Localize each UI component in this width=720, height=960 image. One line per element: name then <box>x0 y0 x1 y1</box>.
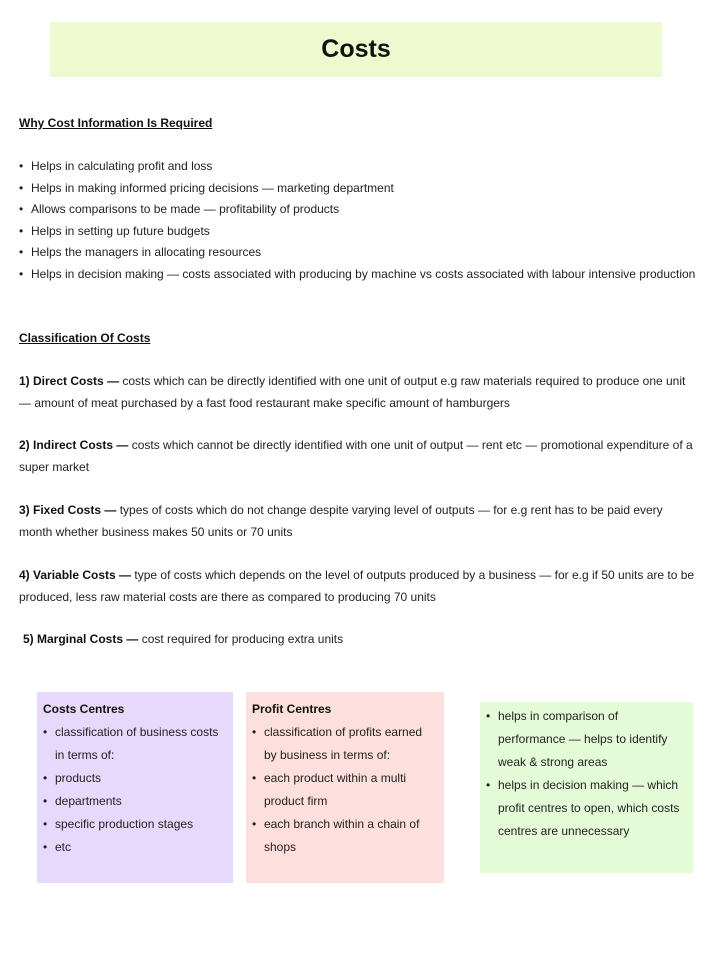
costs-centres-list <box>43 721 225 859</box>
list-item: • Allows comparisons to be made — profitability of products <box>19 199 699 221</box>
list-item: • each branch within a chain of shops <box>252 813 436 859</box>
cost-description: costs which cannot be directly identified with one unit of output — rent etc — promotional expenditure of a super market <box>19 438 693 474</box>
cost-term: 4) Variable Costs — <box>19 568 132 582</box>
cost-description: cost required for producing extra units <box>138 632 344 646</box>
fixed-costs-item <box>19 500 699 543</box>
profit-centres-list <box>252 721 436 859</box>
direct-costs-item <box>19 371 699 414</box>
cost-term: 2) Indirect Costs — <box>19 438 129 452</box>
list-item: • classification of business costs in terms of: <box>43 721 225 767</box>
list-item: • helps in comparison of performance — helps to identify weak & strong areas <box>486 705 685 774</box>
profit-centres-box <box>246 692 444 883</box>
list-item: • classification of profits earned by business in terms of: <box>252 721 436 767</box>
cost-description: types of costs which do not change despite varying level of outputs — for e.g rent has to be paid every month whether business makes 50 units or 70 units <box>19 503 663 539</box>
marginal-costs-item <box>23 629 703 651</box>
classification-heading: Classification Of Costs <box>19 331 151 345</box>
indirect-costs-item <box>19 435 699 478</box>
list-item: • helps in decision making — which profit centres to open, which costs centres are unnecessary <box>486 774 685 843</box>
why-list <box>19 156 699 286</box>
cost-term: 5) Marginal Costs — <box>23 632 139 646</box>
page-title: Costs <box>321 35 391 63</box>
list-item: • departments <box>43 790 225 813</box>
list-item: • each product within a multi product firm <box>252 767 436 813</box>
list-item: • Helps in making informed pricing decisions — marketing department <box>19 178 699 200</box>
costs-centres-box <box>37 692 233 883</box>
cost-term: 3) Fixed Costs — <box>19 503 117 517</box>
why-heading: Why Cost Information Is Required <box>19 116 213 130</box>
uses-list <box>486 705 685 843</box>
costs-centres-title: Costs Centres <box>43 702 125 716</box>
list-item: • Helps in calculating profit and loss <box>19 156 699 178</box>
list-item: • Helps in setting up future budgets <box>19 221 699 243</box>
profit-centres-title: Profit Centres <box>252 702 332 716</box>
list-item: • specific production stages <box>43 813 225 836</box>
cost-description: type of costs which depends on the level of outputs produced by a business — for e.g if 50 units are to be produced, less raw material costs are there as compared to producing 70 units <box>19 568 695 604</box>
list-item: • Helps in decision making — costs associated with producing by machine vs costs associated with labour intensive production <box>19 264 699 286</box>
list-item: • Helps the managers in allocating resources <box>19 242 699 264</box>
cost-description: costs which can be directly identified with one unit of output e.g raw materials required to produce one unit — amount of meat purchased by a fast food restaurant make specific amount of hamburgers <box>19 374 686 410</box>
cost-term: 1) Direct Costs — <box>19 374 120 388</box>
variable-costs-item <box>19 565 699 608</box>
title-banner <box>50 22 662 77</box>
uses-box <box>480 702 693 873</box>
list-item: • etc <box>43 836 225 859</box>
list-item: • products <box>43 767 225 790</box>
